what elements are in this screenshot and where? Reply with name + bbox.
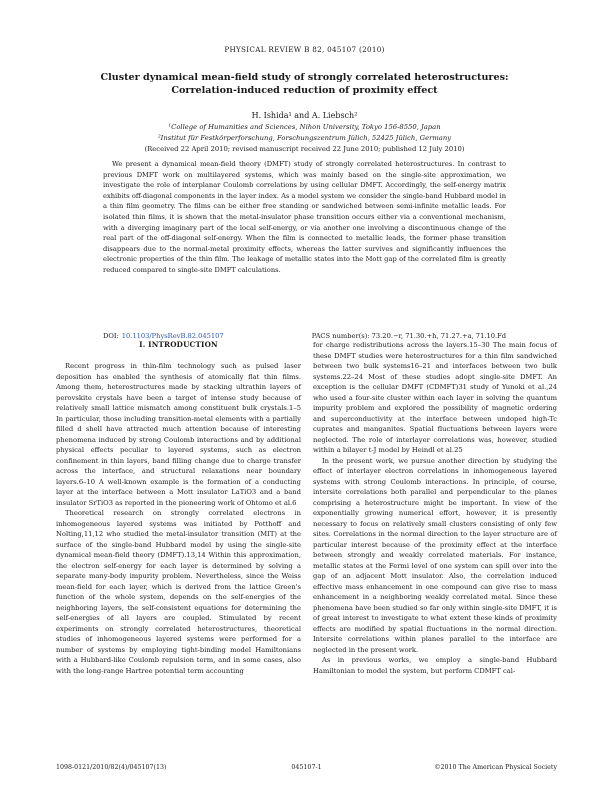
footer-copyright: ©2010 The American Physical Society <box>434 764 557 771</box>
running-head: PHYSICAL REVIEW B 82, 045107 (2010) <box>224 45 385 54</box>
section-heading: I. INTRODUCTION <box>139 340 218 349</box>
abstract: We present a dynamical mean-field theory (DMFT) study of strongly correlated heterostructures. In contrast to previous DMFT work on multilayered systems, which was mainly based on the single-site approximation, we investigate the role of interplanar Coulomb correlations by using cellular DMFT. Accordingly, the self-energy matrix exhibits off-diagonal components in the layer index. As a model system we consider the single-band Hubbard model in a thin film geometry. The films can be either free standing or sandwiched between semi-infinite metallic leads. For isolated thin films, it is shown that the metal-insulator phase transition occurs either via a conventional mechanism, with a diverging imaginary part of the local self-energy, or via another one involving a discontinuous change of the real part of the off-diagonal self-energy. When the film is connected to metallic leads, the former phase transition disappears due to the normal-metal proximity effects, whereas the latter survives and significantly influences the electronic properties of the thin film. The leakage of metallic states into the Mott gap of the correlated film is greatly reduced compared to single-site DMFT calculations. <box>103 160 506 274</box>
article-title <box>60 71 549 97</box>
title-line-1: Cluster dynamical mean-field study of strongly correlated heterostructures: <box>100 72 509 83</box>
body-paragraph: Recent progress in thin-film technology such as pulsed laser deposition has enabled the synthesis of atomically flat thin films. Among them, heterostructures made by stacking ultrathin layers of perovskite crystals have been a target of intense study because of relatively small lattice mismatch among constituent bulk crystals.1–5 In particular, those including transition-metal elements with a partially filled d shell have attracted much attention because of interesting phenomena induced by strong Coulomb interactions and by additional physical effects peculiar to layered systems, such as electron confinement in thin layers, band filling change due to charge transfer across the interface, and structural relaxations near boundary layers.6–10 A well-known example is the formation of a conducting layer at the interface between a Mott insulator LaTiO3 and a band insulator SrTiO3 as reported in the pioneering work of Ohtomo et al.6 <box>56 362 301 507</box>
author-list: H. Ishida¹ and A. Liebsch² <box>251 111 358 120</box>
body-paragraph: Theoretical research on strongly correlated electrons in inhomogeneous layered systems was initiated by Potthoff and Nolting,11,12 who studied the metal-insulator transition (MIT) at the surface of the single-band Hubbard model by using the single-site dynamical mean-field theory (DMFT).13,14 Within this approximation, the electron self-energy for each layer is determined by solving a separate many-body impurity problem. Nevertheless, since the Weiss mean-field for each layer, which is derived from the lattice Green's function of the whole system, depends on the self-energies of the neighboring layers, the self-consistent equations for determining the self-energies of all layers are coupled. Stimulated by recent experiments on strongly correlated heterostructures, theoretical studies of inhomogeneous layered systems were performed for a number of systems by employing tight-binding model Hamiltonians with a Hubbard-like Coulomb repulsion term, and in some cases, also with the long-range Hartree potential term accounting <box>56 509 301 675</box>
body-paragraph: As in previous works, we employ a single-band Hubbard Hamiltonian to model the system, but perform CDMFT cal- <box>313 656 557 675</box>
left-column <box>56 361 301 676</box>
doi-line <box>103 332 506 340</box>
doi-label: DOI: <box>103 332 119 340</box>
received-dates: (Received 22 April 2010; revised manuscript received 22 June 2010; published 12 July 2010) <box>144 145 465 153</box>
body-paragraph: for charge redistributions across the layers.15–30 The main focus of these DMFT studies were heterostructures for a thin film sandwiched between two bulk systems16–21 and interfaces between two bulk systems.22–24 Most of these studies adopt single-site DMFT. An exception is the cellular DMFT (CDMFT)31 study of Yunoki et al.,24 who used a four-site cluster within each layer in solving the quantum impurity problem and explored the possibility of magnetic ordering and superconductivity at the interface between undoped high-Tc cuprates and manganites. Spatial fluctuations between layers were neglected. The role of interlayer correlations was, however, studied within a bilayer t-J model by Heindl et al.25 <box>313 341 557 454</box>
footer-page-number: 045107-1 <box>291 764 322 771</box>
pacs-numbers: PACS number(s): 73.20.−r, 71.30.+h, 71.27.+a, 71.10.Fd <box>311 332 506 340</box>
body-paragraph: In the present work, we pursue another direction by studying the effect of interlayer electron correlations in inhomogeneous layered systems with strong Coulomb interactions. In principle, of course, intersite correlations both parallel and perpendicular to the planes comprising a heterostructure might be important. In view of the exponentially growing numerical effort, however, it is presently necessary to focus on relatively small clusters consisting of only few sites. Correlations in the normal direction to the layer structure are of particular interest because of the proximity effect at the interface between strongly and weakly correlated materials. For instance, metallic states at the Fermi level of one system can spill over into the gap of an adjacent Mott insulator. Also, the correlation induced effective mass enhancement in one compound can give rise to mass enhancement in a neighboring weakly correlated metal. Since these phenomena have been studied so far only within single-site DMFT, it is of great interest to investigate to what extent these kinds of proximity effects are modified by spatial fluctuations in the normal direction. Intersite correlations within planes parallel to the interface are neglected in the present work. <box>313 456 557 654</box>
doi-link[interactable]: 10.1103/PhysRevB.82.045107 <box>121 332 224 340</box>
right-column <box>313 340 557 676</box>
footer-issn: 1098-0121/2010/82(4)/045107(13) <box>56 764 167 771</box>
affiliation-1: ¹College of Humanities and Sciences, Nihon University, Tokyo 156-8550, Japan <box>168 123 441 131</box>
affiliation-2: ²Institut für Festkörperforschung, Forschungszentrum Jülich, 52425 Jülich, Germany <box>157 134 452 142</box>
title-line-2: Correlation-induced reduction of proximity effect <box>171 85 438 96</box>
